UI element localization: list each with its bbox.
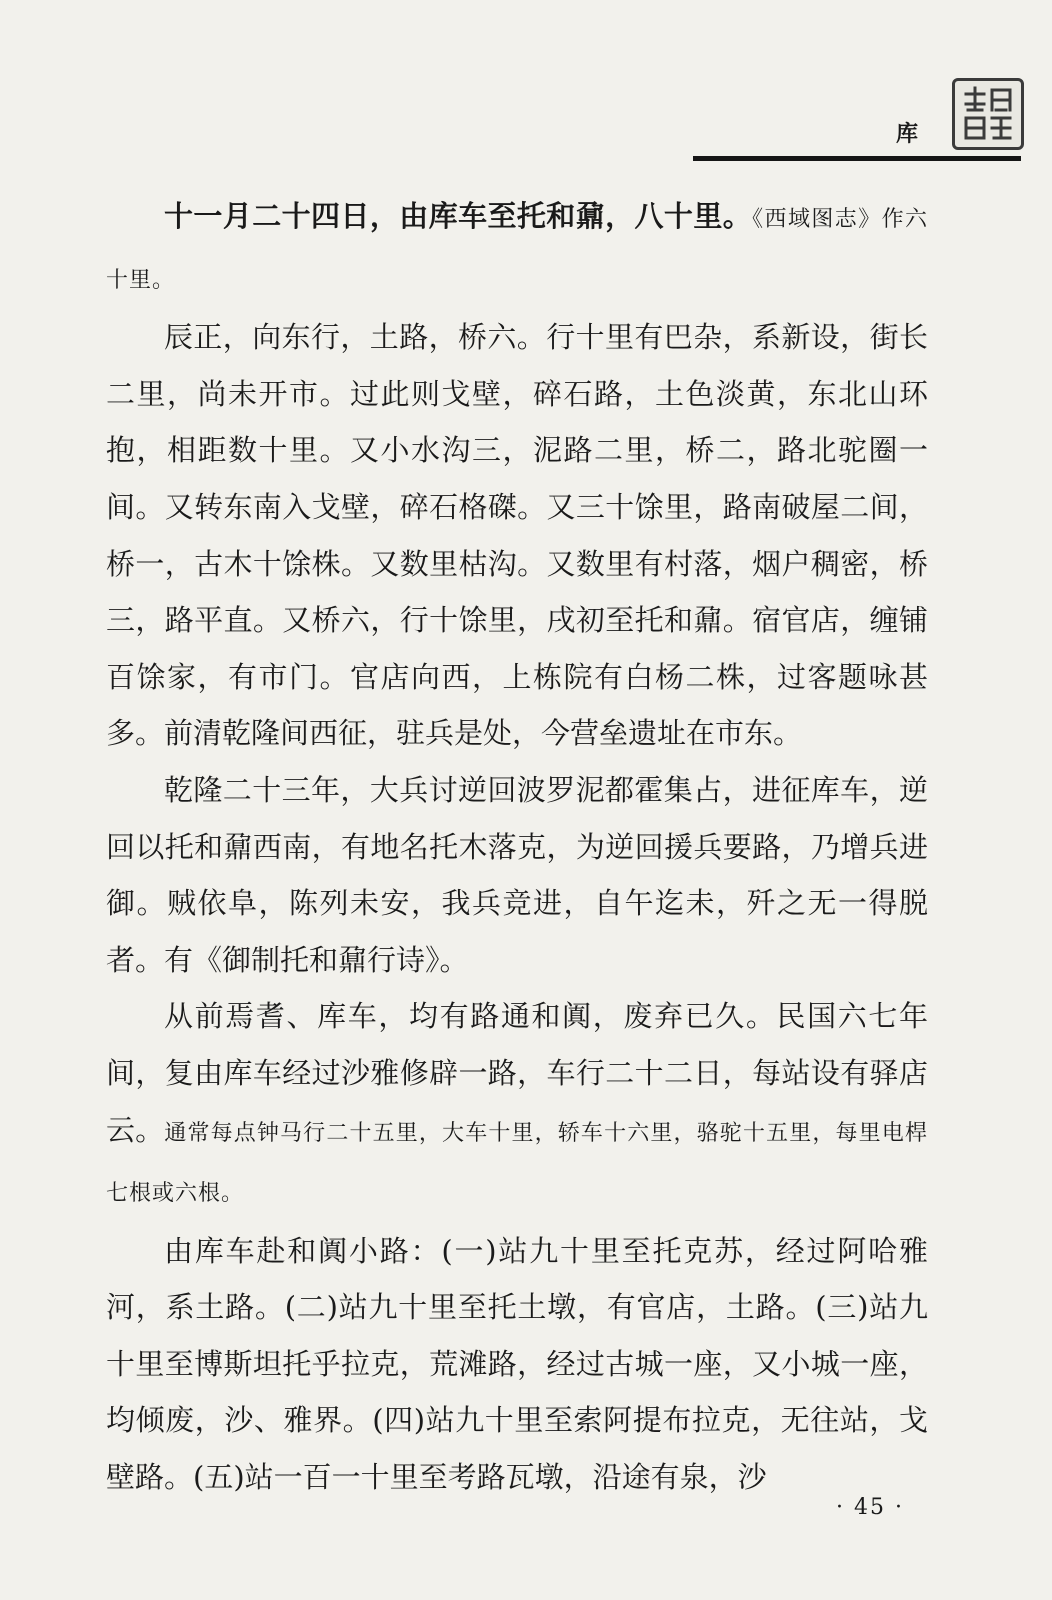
header-rule	[693, 156, 1021, 161]
paragraph-5: 由库车赴和阗小路：(一)站九十里至托克苏，经过阿哈雅河，系土路。(二)站九十里至托土墩，有官店，土路。(三)站九十里至博斯坦托乎拉克，荒滩路，经过古城一座，又小城一座，均倾废，沙、雅界。(四)站九十里至索阿提布拉克，无往站，戈壁路。(五)站一百一十里至考路瓦墩，沿途有泉，沙	[106, 1233, 928, 1495]
paragraph-4-text: 从前焉耆、库车，均有路通和阗，废弃已久。民国六七年间，复由库车经过沙雅修辟一路，车行二十二日，每站设有驿店云。	[106, 999, 928, 1147]
annotation-note: 通常每点钟马行二十五里，大车十里，轿车十六里，骆驼十五里，每里电桿七根或六根。	[106, 1120, 928, 1207]
page-number: · 45 ·	[836, 1495, 904, 1520]
paragraph-4	[106, 988, 928, 1222]
paragraph-3: 乾隆二十三年，大兵讨逆回波罗泥都霍集占，进征库车，逆回以托和鼐西南，有地名托木落克，为逆回援兵要路，乃增兵进御。贼依阜，陈列未安，我兵竞进，自午迄未，歼之无一得脱者。有《御制托和鼐行诗》。	[106, 772, 928, 977]
seal-logo-icon	[952, 78, 1024, 150]
entry-heading: 十一月二十四日，由库车至托和鼐，八十里。	[164, 199, 753, 233]
paragraph-1	[106, 188, 928, 309]
running-head: 库	[896, 121, 920, 147]
annotation-note: 《西域图志》作六十里。	[106, 207, 928, 293]
paragraph-2: 辰正，向东行，土路，桥六。行十里有巴杂，系新设，街长二里，尚未开市。过此则戈壁，碎石路，土色淡黄，东北山环抱，相距数十里。又小水沟三，泥路二里，桥二，路北驼圈一间。又转东南入戈壁，碎石格磔。又三十馀里，路南破屋二间，桥一，古木十馀株。又数里枯沟。又数里有村落，烟户稠密，桥三，路平直。又桥六，行十馀里，戌初至托和鼐。宿官店，缠铺百馀家，有市门。官店向西，上栋院有白杨二株，过客题咏甚多。前清乾隆间西征，驻兵是处，今营垒遗址在市东。	[106, 320, 928, 751]
body-text	[106, 188, 928, 1506]
